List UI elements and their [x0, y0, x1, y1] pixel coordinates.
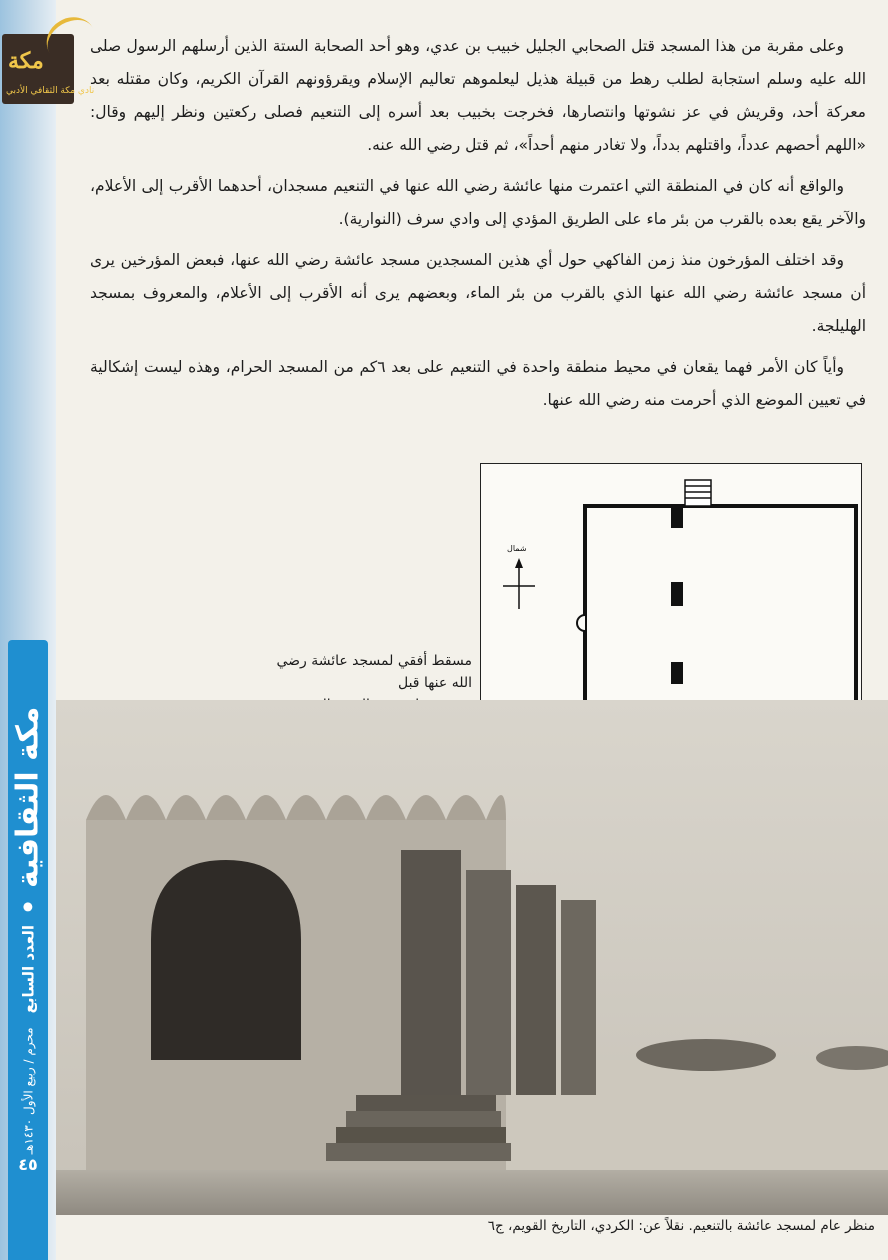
article-paragraph: والواقع أنه كان في المنطقة التي اعتمرت منها عائشة رضي الله عنها في التنعيم مسجدان، أحدهما الأقرب إلى الأعلام، والآخر يقع بعده بالقرب من بئر ماء على الطريق المؤدي إلى وادي سرف (النوارية). — [90, 177, 866, 228]
article-paragraph: وعلى مقربة من هذا المسجد قتل الصحابي الجليل خبيب بن عدي، وهو أحد الصحابة الستة الذين أرسلهم الرسول صلى الله عليه وسلم استجابة لطلب رهط من قبيلة هذيل ليعلموهم تعاليم الإسلام ويقرؤونهم القرآن الكريم، وكان مقتله بعد معركة أحد، وقريش في عز نشوتها وانتصارها، فخرجت بخبيب بعد أسره إلى التنعيم فصلى ركعتين ونظر إليهم وقال: «اللهم أحصهم عدداً، واقتلهم بدداً، ولا تغادر منهم أحداً»، ثم قتل رضي الله عنه. — [90, 37, 866, 154]
plan-caption-line: مسقط أفقي لمسجد عائشة رضي الله عنها قبل — [276, 653, 472, 691]
photo-caption: منظر عام لمسجد عائشة بالتنعيم. نقلاً عن: الكردي، التاريخ القويم، ج٦ — [487, 1218, 875, 1234]
compass-icon — [503, 558, 535, 609]
page-number: ٤٥ — [18, 1155, 38, 1174]
logo-subtitle: نادي مكة الثقافي الأدبي — [6, 86, 95, 96]
article-body — [90, 30, 866, 425]
magazine-name: مكة الثقافية — [10, 706, 46, 888]
bullet-icon — [24, 902, 33, 911]
compass-label: شمال — [507, 544, 527, 553]
sidebar-title-block — [6, 650, 50, 1210]
club-logo — [2, 18, 98, 104]
logo-brand-text: مكة — [8, 48, 44, 74]
mosque-photo-illustration — [56, 700, 888, 1215]
article-paragraph: وأياً كان الأمر فهما يقعان في محيط منطقة واحدة في التنعيم على بعد ٦كم من المسجد الحرام، وهذه ليست إشكالية في تعيين الموضع الذي أحرمت منه رضي الله عنها. — [90, 358, 866, 409]
article-paragraph: وقد اختلف المؤرخون منذ زمن الفاكهي حول أي هذين المسجدين مسجد عائشة رضي الله عنها، فبعض المؤرخين يرى أن مسجد عائشة رضي الله عنها الذي بالقرب من بئر الماء، وبعضهم يرى أنه الأقرب إلى الأعلام، والمعروف بمسجد الهليلجة. — [90, 251, 866, 335]
issue-date: محرم / ربيع الأول ١٤٣٠هـ — [21, 1026, 36, 1154]
issue-number: العدد السابع — [19, 924, 38, 1013]
mosque-photo — [56, 700, 888, 1215]
